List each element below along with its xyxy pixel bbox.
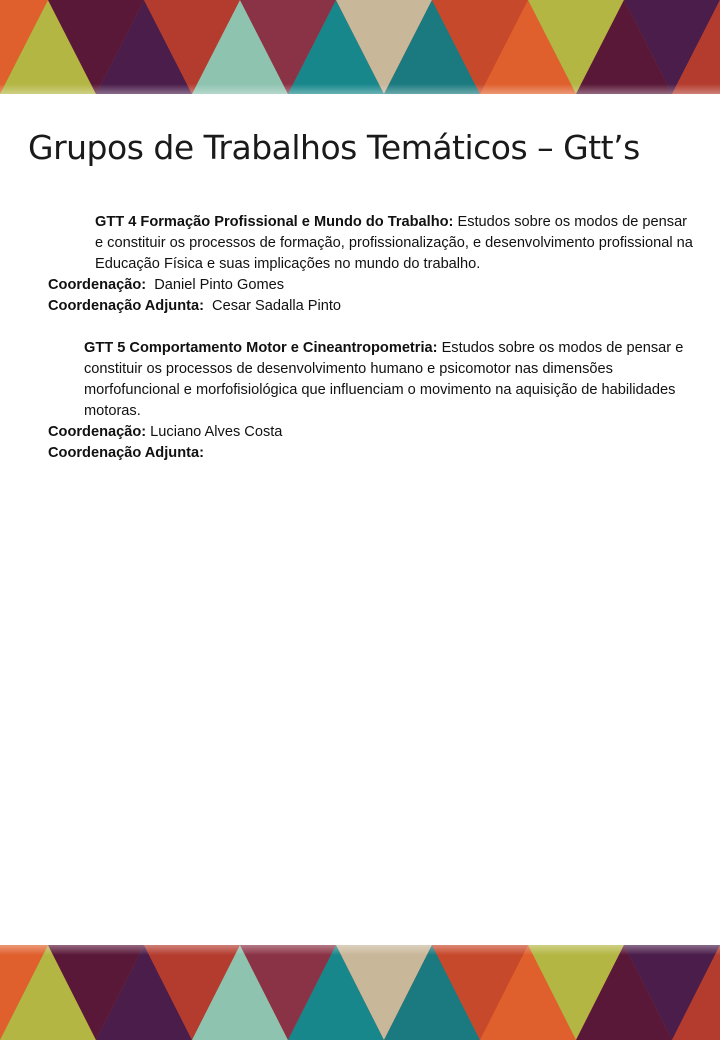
gtt4-coord-value: Daniel Pinto Gomes (146, 277, 285, 293)
gtt5-coord-label: Coordenação: (48, 424, 147, 440)
top-pennant-banner (0, 0, 720, 94)
gtt4-coord-label: Coordenação: (48, 277, 147, 293)
gtt5-coord-value: Luciano Alves Costa (146, 424, 283, 440)
gtt5-adjunct-coordination (48, 443, 694, 464)
gtt4-description: Estudos sobre os modos de pensar e constituir os processos de formação, profissionalização, e desenvolvimento profissional na Educação Física e suas implicações no mundo do trabalho. (95, 214, 693, 272)
bottom-banner-graphic (0, 945, 720, 1040)
page-title: Grupos de Trabalhos Temáticos – Gtt’s (28, 128, 640, 167)
gtt5-section (48, 338, 694, 464)
gtt4-paragraph (48, 212, 694, 275)
gtt4-adj-value: Cesar Sadalla Pinto (203, 298, 342, 314)
gtt5-description: Estudos sobre os modos de pensar e constituir os processos de desenvolvimento humano e psicomotor nas dimensões morfofuncional e morfofisiológica que influenciam o movimento na aquisição de habilidades motoras. (84, 340, 684, 419)
gtt4-coordination (48, 275, 694, 296)
bottom-pennant-banner (0, 945, 720, 1040)
top-banner-graphic (0, 0, 720, 94)
gtt4-adj-label: Coordenação Adjunta: (48, 298, 204, 314)
gtt5-heading: GTT 5 Comportamento Motor e Cineantropometria: (84, 340, 438, 356)
gtt5-adj-label: Coordenação Adjunta: (48, 445, 204, 461)
gtt5-paragraph (48, 338, 694, 422)
gtt4-section (48, 212, 694, 317)
section-spacer (48, 317, 694, 338)
gtt5-coordination (48, 422, 694, 443)
document-body (48, 212, 694, 464)
gtt4-heading: GTT 4 Formação Profissional e Mundo do Trabalho: (95, 214, 454, 230)
gtt4-adjunct-coordination (48, 296, 694, 317)
